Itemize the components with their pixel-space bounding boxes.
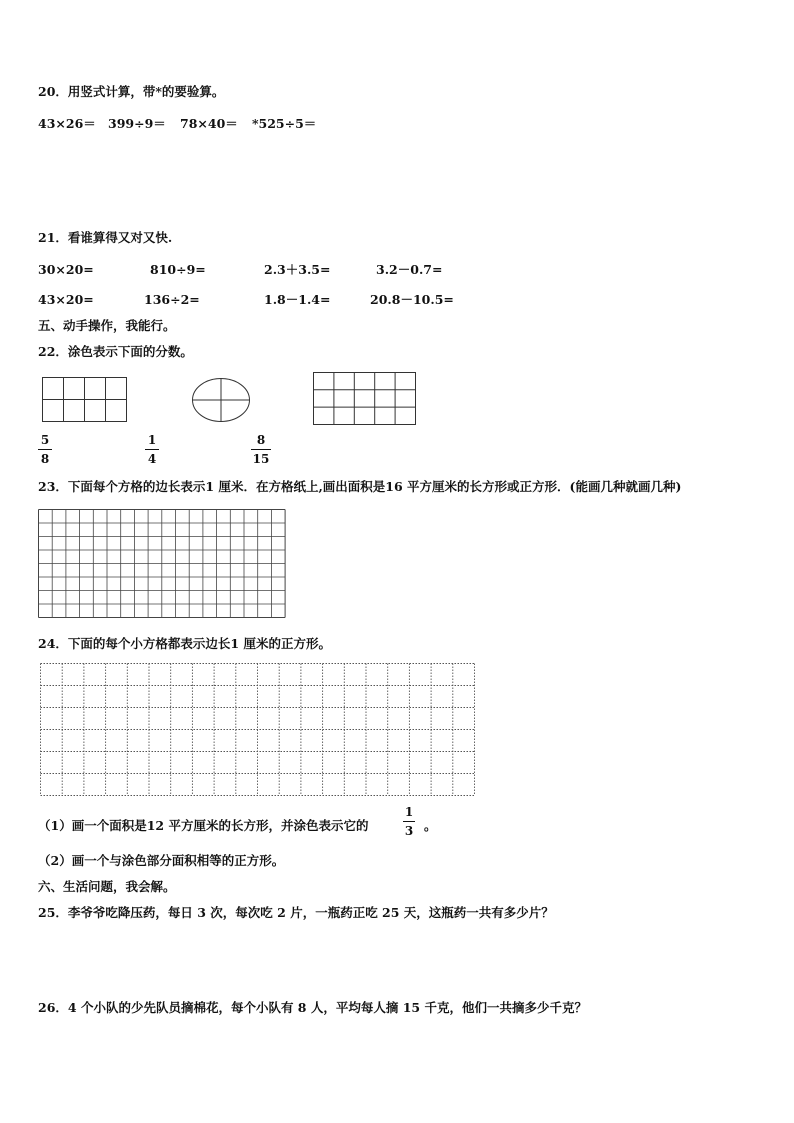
q22-grid-eighths	[42, 377, 128, 423]
q24-sub1-text: （1）画一个面积是12 平方厘米的长方形，并涂色表示它的	[38, 818, 369, 833]
q21-title: 21．看谁算得又对又快.	[38, 230, 173, 245]
q21-r1-c2: 810÷9=	[150, 262, 206, 277]
q22-fraction-8-15	[251, 433, 271, 466]
q24-fraction-1-3	[403, 805, 415, 838]
q22-frac3-den: 15	[252, 452, 270, 466]
q21-r1-c1: 30×20=	[38, 262, 94, 277]
q22-fraction-1-4	[145, 433, 159, 466]
q22-frac2-den: 4	[147, 452, 157, 466]
q20-item-2: 399÷9＝	[108, 116, 166, 131]
q22-frac1-num: 5	[40, 433, 50, 447]
q24-dotted-grid	[40, 663, 476, 797]
q21-r1-c3: 2.3＋3.5=	[264, 262, 331, 277]
q24-title: 24．下面的每个小方格都表示边长1 厘米的正方形。	[38, 636, 331, 651]
q22-grid-fifteenths	[313, 372, 417, 426]
q24-frac-den: 3	[404, 824, 414, 838]
q22-frac2-num: 1	[147, 433, 157, 447]
q20-item-3: 78×40＝	[180, 116, 238, 131]
q24-sub2: （2）画一个与涂色部分面积相等的正方形。	[38, 853, 285, 868]
q24-sub1	[38, 818, 368, 834]
q22-ellipse-quarters	[191, 377, 251, 423]
q22-frac3-num: 8	[256, 433, 266, 447]
q23-title: 23．下面每个方格的边长表示1 厘米．在方格纸上,画出面积是16 平方厘米的长方形或正方形．(能画几种就画几种)	[38, 479, 682, 494]
q21-r2-c2: 136÷2=	[144, 292, 200, 307]
section-six-heading: 六、生活问题，我会解。	[38, 879, 176, 894]
q23-square-grid	[38, 509, 286, 619]
q22-fraction-5-8	[38, 433, 52, 466]
q22-title: 22．涂色表示下面的分数。	[38, 344, 193, 359]
q21-r2-c4: 20.8－10.5=	[370, 292, 454, 307]
q21-r2-c3: 1.8－1.4=	[264, 292, 331, 307]
q20-title: 20．用竖式计算，带*的要验算。	[38, 84, 225, 99]
q20-item-1: 43×26＝	[38, 116, 96, 131]
q24-frac-num: 1	[404, 805, 414, 819]
q22-frac1-den: 8	[40, 452, 50, 466]
q26-text: 26．4 个小队的少先队员摘棉花，每个小队有 8 人，平均每人摘 15 千克，他们一共摘多少千克？	[38, 1000, 587, 1015]
q20-item-4: *525÷5＝	[252, 116, 317, 131]
q21-r2-c1: 43×20=	[38, 292, 94, 307]
q25-text: 25．李爷爷吃降压药，每日 3 次，每次吃 2 片，一瓶药正吃 25 天，这瓶药一共有多少片？	[38, 905, 554, 920]
q24-sub1-end: 。	[424, 818, 437, 833]
q21-r1-c4: 3.2－0.7=	[376, 262, 443, 277]
section-five-heading: 五、动手操作，我能行。	[38, 318, 176, 333]
